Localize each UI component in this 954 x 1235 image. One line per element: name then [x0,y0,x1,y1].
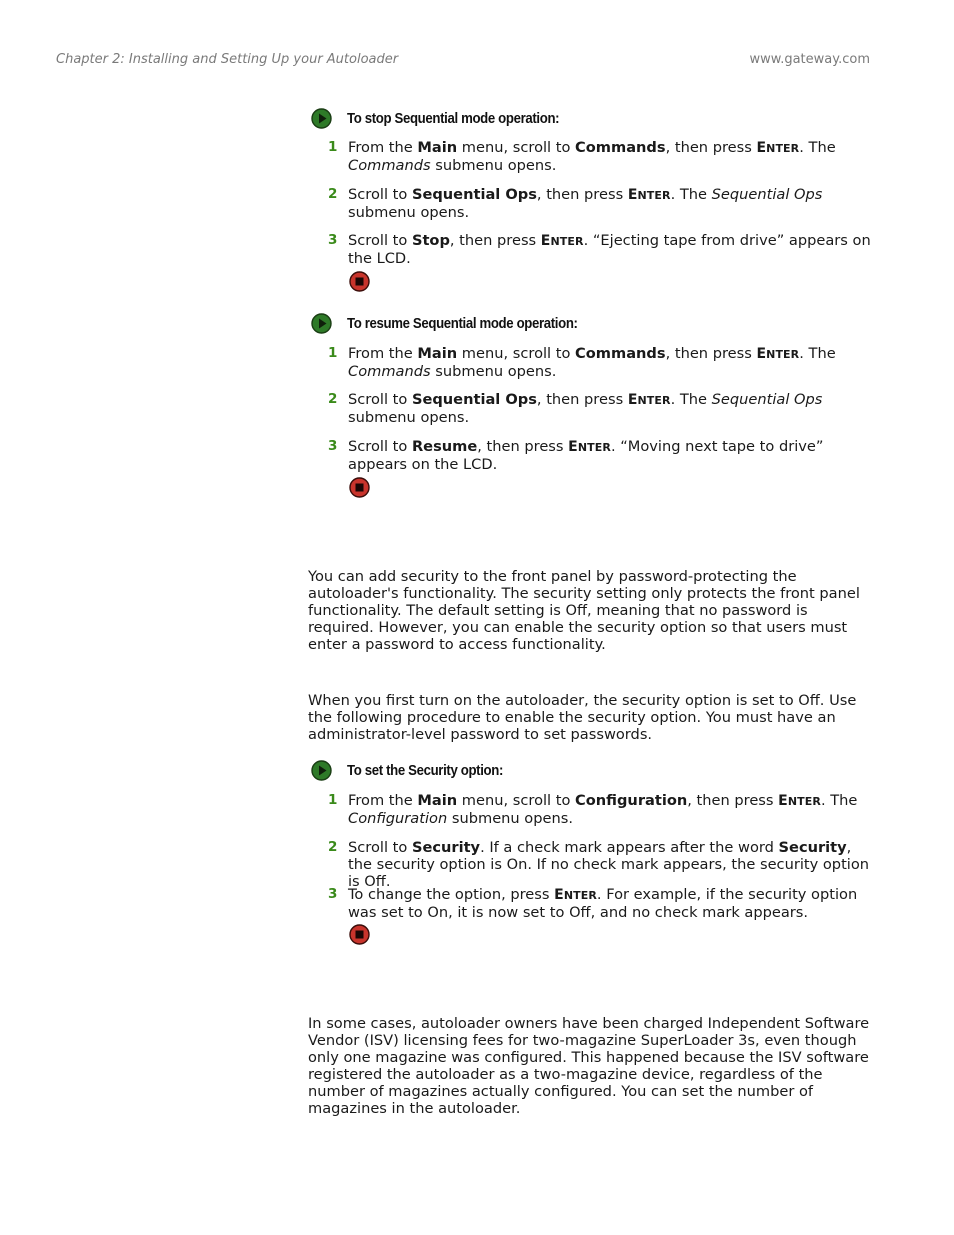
step-text [348,391,876,426]
step-item [328,839,876,890]
emphasis-text: Commands [348,157,431,174]
emphasis-text: Security [411,839,481,856]
step-item [328,139,876,174]
emphasis-text: Main [417,345,458,362]
text-run: submenu opens. [348,204,470,221]
text-run: From the [348,139,418,156]
text-run: . If a check mark appears after the word [480,839,779,856]
key-name: NTER [637,189,671,202]
procedure-title: To set the Security option: [347,761,503,779]
text-run: , then press [665,345,757,362]
running-header-chapter: Chapter 2: Installing and Setting Up your Autoloader [56,52,399,67]
red-stop-icon [349,477,370,498]
text-run: From the [348,792,418,809]
emphasis-text: Commands [575,345,666,362]
text-run: . For example, if the security option was set to On, it is now set to Off, and no check mark appears. [348,886,858,921]
text-run: submenu opens. [430,157,557,174]
text-run: . The [799,139,836,156]
text-run: . The [670,186,712,203]
step-text [348,345,876,380]
step-number: 1 [328,792,338,808]
text-run: . “Moving next tape to drive” appears on the LCD. [348,438,824,473]
emphasis-text: Main [417,792,458,809]
text-run: menu, scroll to [457,139,576,156]
step-text [348,232,876,267]
text-run: . The [820,792,858,809]
key-name: NTER [766,142,800,155]
emphasis-text: Security [778,839,847,856]
step-number: 1 [328,345,338,361]
emphasis-text: Configuration [348,810,448,827]
text-run: , then press [536,391,628,408]
key-name: NTER [637,394,671,407]
emphasis-text: Resume [411,438,478,455]
step-item [328,391,876,426]
step-text [348,139,876,174]
security-setting-paragraph: When you first turn on the autoloader, the security option is set to Off. Use the following procedure to enable the security option. You must have an administrator-level password to set passwords. [308,692,857,743]
emphasis-text: E [554,887,564,903]
step-item [328,232,876,267]
emphasis-text: E [756,140,767,156]
step-number: 2 [328,391,338,407]
security-intro-paragraph: You can add security to the front panel by password-protecting the autoloader's functionality. The security setting only protects the front panel functionality. The default setting is Off, meaning that no password is required. However, you can enable the security option so that users must enter a password to access functionality. [308,568,860,653]
emphasis-text: E [627,187,638,203]
key-name: NTER [563,889,597,902]
emphasis-text: Sequential Ops [711,186,823,203]
step-text [348,839,876,890]
green-arrow-icon [311,760,332,781]
step-number: 2 [328,186,338,202]
procedure-heading-resume [311,312,609,334]
text-run: menu, scroll to [457,792,576,809]
procedure-title: To stop Sequential mode operation: [347,109,560,127]
step-text [348,792,876,827]
text-run: , then press [477,438,569,455]
key-name: NTER [550,235,584,248]
step-number: 3 [328,232,338,248]
step-item [328,345,876,380]
emphasis-text: Main [417,139,458,156]
text-run: , then press [536,186,628,203]
step-item [328,186,876,221]
step-item [328,886,876,921]
isv-paragraph: In some cases, autoloader owners have been charged Independent Software Vendor (ISV) licensing fees for two-magazine SuperLoader 3s, even though only one magazine was configured. This happened because the ISV software registered the autoloader as a two-magazine device, regardless of the number of magazines actually configured. You can set the number of magazines in the autoloader. [308,1015,870,1117]
emphasis-text: E [540,233,551,249]
emphasis-text: E [778,793,788,809]
text-run: submenu opens. [348,409,470,426]
emphasis-text: Sequential Ops [411,391,537,408]
step-text [348,186,876,221]
key-name: NTER [766,348,800,361]
emphasis-text: Commands [575,139,666,156]
text-run: submenu opens. [430,363,557,380]
emphasis-text: E [756,346,767,362]
emphasis-text: Configuration [575,792,688,809]
text-run: menu, scroll to [457,345,576,362]
text-run: . The [670,391,712,408]
emphasis-text: Sequential Ops [711,391,823,408]
text-run: , then press [449,232,541,249]
step-number: 2 [328,839,338,855]
step-item [328,438,876,473]
text-run: From the [348,345,418,362]
text-run: submenu opens. [447,810,573,827]
key-name: NTER [787,795,821,808]
step-text [348,438,876,473]
red-stop-icon [349,924,370,945]
text-run: Scroll to [348,438,412,455]
text-run: Scroll to [348,232,412,249]
step-number: 3 [328,886,338,902]
text-run: To change the option, press [348,886,555,903]
text-run: Scroll to [348,839,412,856]
green-arrow-icon [311,108,332,129]
text-run: , then press [687,792,779,809]
procedure-heading-security [311,759,524,781]
step-number: 3 [328,438,338,454]
emphasis-text: E [627,392,638,408]
procedure-title: To resume Sequential mode operation: [347,314,578,332]
procedure-heading-stop [311,107,588,129]
emphasis-text: Stop [411,232,450,249]
emphasis-text: Sequential Ops [411,186,537,203]
text-run: , the security option is On. If no check mark appears, the security option is Off. [348,839,870,890]
green-arrow-icon [311,313,332,334]
text-run: Scroll to [348,186,412,203]
step-item [328,792,876,827]
text-run: . “Ejecting tape from drive” appears on the LCD. [348,232,871,267]
red-stop-icon [349,271,370,292]
key-name: NTER [577,441,611,454]
text-run: Scroll to [348,391,412,408]
emphasis-text: Commands [348,363,431,380]
text-run: , then press [665,139,757,156]
step-number: 1 [328,139,338,155]
emphasis-text: E [568,439,578,455]
text-run: . The [799,345,836,362]
step-text [348,886,876,921]
running-header-website: www.gateway.com [749,52,870,67]
